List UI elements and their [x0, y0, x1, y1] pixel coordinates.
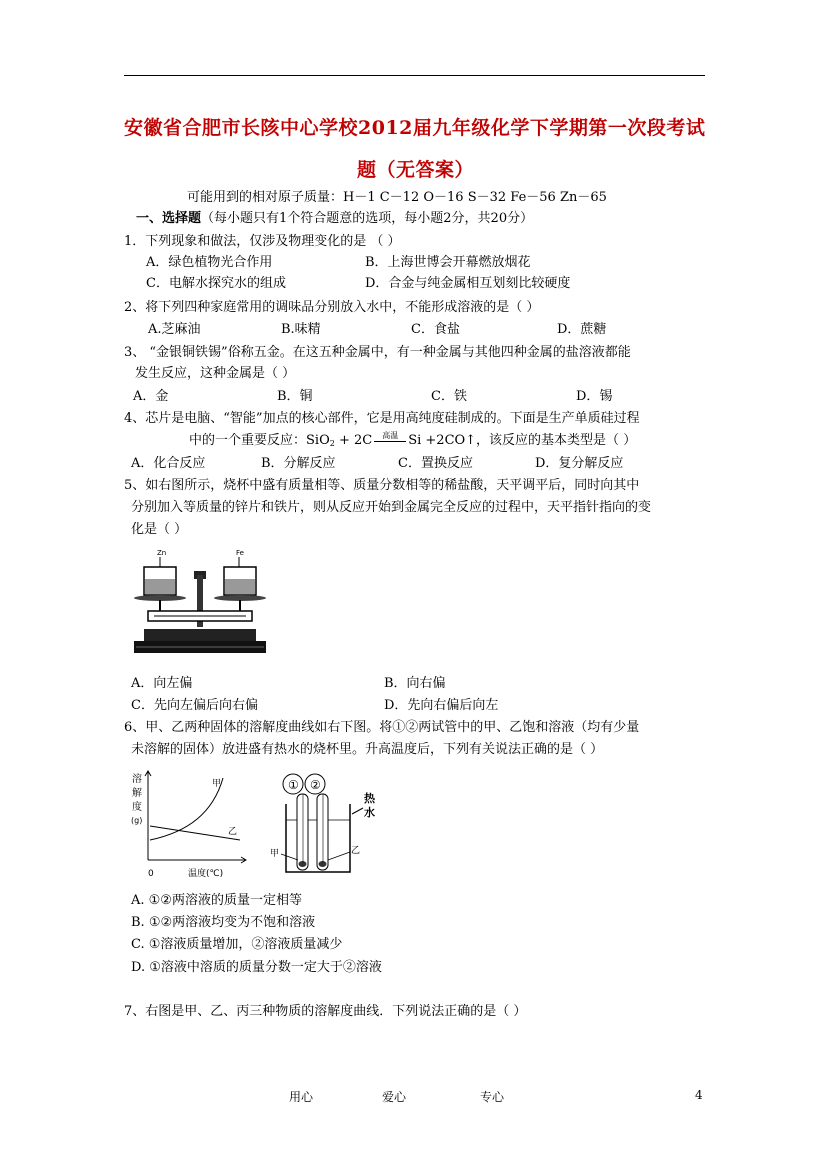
section-title: 一、选择题: [136, 211, 202, 226]
header-rule: [124, 75, 705, 76]
q6-option-c: C. ①溶液质量增加，②溶液质量减少: [131, 937, 343, 952]
q2-option-b: B.味精: [281, 322, 321, 337]
q1-option-c: C．电解水探究水的组成: [146, 276, 286, 291]
q2-option-a: A.芝麻油: [148, 322, 201, 337]
y-label-1: 溶: [132, 774, 142, 785]
q4-option-b: B．分解反应: [261, 456, 336, 471]
q5-option-d: D．先向右偏后向左: [384, 698, 499, 713]
q4-eq-subscript: 2: [329, 439, 335, 448]
q4-stem-1: 4、芯片是电脑、“智能”加点的核心部件，它是用高纯度硅制成的。下面是生产单质硅过程: [124, 411, 640, 426]
left-beaker: [144, 567, 176, 595]
tube-2: [317, 794, 328, 870]
section-note: （每小题只有1个符合题意的选项，每小题2分，共20分）: [201, 211, 534, 226]
y-label-3: 度: [132, 802, 142, 813]
q5-option-c: C．先向左偏后向右偏: [131, 698, 258, 713]
q4-eq-product: Si +2CO↑，该反应的基本类型是（ ）: [408, 433, 637, 448]
tube-yi-label: 乙: [351, 846, 361, 856]
curve-yi-label: 乙: [228, 827, 238, 837]
q3-option-b: B．铜: [277, 389, 313, 404]
q1-option-d: D．合金与纯金属相互划刻比较硬度: [365, 276, 571, 291]
q7-stem: 7、右图是甲、乙、丙三种物质的溶解度曲线．下列说法正确的是（ ）: [124, 1004, 527, 1019]
balance-figure: [130, 545, 270, 665]
fe-label: Fe: [236, 549, 244, 557]
q3-option-c: C．铁: [431, 389, 467, 404]
tube-2-label: ②: [310, 778, 321, 792]
tube-jia-label: 甲: [270, 849, 280, 859]
q4-option-c: C．置换反应: [398, 456, 473, 471]
q6-stem-2: 未溶解的固体）放进盛有热水的烧杯里。升高温度后，下列有关说法正确的是（ ）: [131, 742, 604, 757]
q6-option-b: B. ①②两溶液均变为不饱和溶液: [131, 915, 316, 930]
curve-jia-label: 甲: [212, 779, 222, 789]
tube-1: [297, 794, 308, 870]
x-label: 温度(℃): [188, 869, 224, 879]
footer-word-1: 用心: [289, 1090, 314, 1104]
q1-option-b: B．上海世博会开幕燃放烟花: [365, 255, 531, 270]
footer-word-2: 爱心: [382, 1090, 407, 1104]
q1-option-a: A．绿色植物光合作用: [146, 255, 273, 270]
atomic-mass-line: 可能用到的相对原子质量：H－1 C－12 O－16 S－32 Fe－56 Zn－65: [187, 190, 607, 205]
origin-label: 0: [148, 869, 154, 879]
q4-stem-2: [189, 432, 636, 453]
section-heading: [136, 210, 533, 228]
q5-stem-2: 分别加入等质量的锌片和铁片，则从反应开始到金属完全反应的过程中，天平指针指向的变: [131, 500, 652, 515]
hot-water-label-1: 热: [364, 792, 375, 805]
q4-option-d: D．复分解反应: [535, 456, 624, 471]
page-number: 4: [695, 1088, 703, 1102]
q5-option-a: A．向左偏: [131, 676, 193, 691]
q6-stem-1: 6、甲、乙两种固体的溶解度曲线如右下图。将①②两试管中的甲、乙饱和溶液（均有少量: [124, 720, 640, 735]
q6-option-d: D. ①溶液中溶质的质量分数一定大于②溶液: [131, 960, 382, 975]
q2-stem: 2、将下列四种家庭常用的调味品分别放入水中，不能形成溶液的是（ ）: [124, 300, 540, 315]
curve-yi: [150, 826, 240, 840]
q2-option-d: D．蔗糖: [557, 322, 607, 337]
q3-option-a: A．金: [133, 389, 169, 404]
y-label-unit: (g): [131, 816, 143, 825]
q5-stem-3: 化是（ ）: [131, 522, 188, 537]
q5-stem-1: 5、如右图所示，烧杯中盛有质量相等、质量分数相等的稀盐酸，天平调平后，同时向其中: [124, 478, 640, 493]
title-line-1: 安徽省合肥市长陔中心学校2012届九年级化学下学期第一次段考试: [124, 117, 706, 139]
q4-eq-carbon: + 2C: [334, 433, 373, 448]
footer-word-3: 专心: [480, 1090, 505, 1104]
solubility-figure: [128, 768, 398, 886]
q3-option-d: D．锡: [576, 389, 613, 404]
tube-1-label: ①: [288, 778, 299, 792]
q6-option-a: A. ①②两溶液的质量一定相等: [131, 893, 302, 908]
q3-stem-1: 3、 “金银铜铁锡”俗称五金。在这五种金属中，有一种金属与其他四种金属的盐溶液都能: [124, 345, 631, 360]
y-label-2: 解: [132, 788, 142, 799]
q4-option-a: A．化合反应: [131, 456, 206, 471]
q4-eq-reactant: 中的一个重要反应：SiO: [189, 433, 330, 448]
title-line-2: 题（无答案）: [357, 159, 475, 181]
zn-label: Zn: [157, 549, 167, 557]
right-beaker: [224, 567, 256, 595]
hot-water-label-2: 水: [364, 806, 375, 819]
q5-option-b: B．向右偏: [384, 676, 446, 691]
q4-eq-condition: 高温: [382, 431, 399, 440]
q3-stem-2: 发生反应，这种金属是（ ）: [135, 366, 296, 381]
q2-option-c: C．食盐: [411, 322, 460, 337]
q1-stem: 1．下列现象和做法，仅涉及物理变化的是 （ ）: [124, 234, 401, 249]
